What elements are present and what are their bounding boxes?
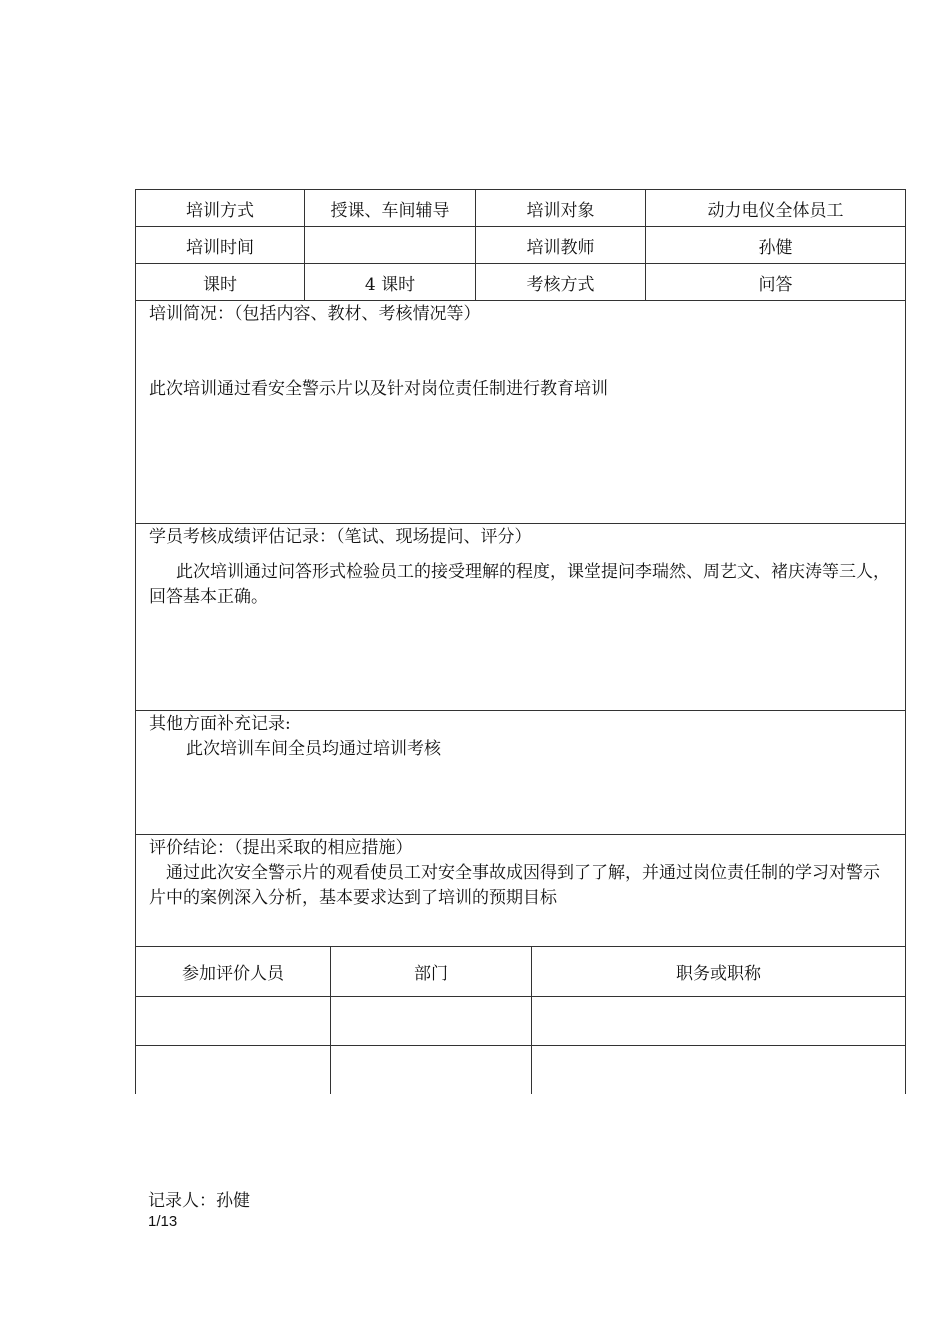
label-training-time: 培训时间 <box>136 227 305 263</box>
training-record-form <box>135 189 906 1094</box>
evaluators-col-person: 参加评价人员 <box>136 947 331 996</box>
value-training-target: 动力电仪全体员工 <box>707 200 844 221</box>
recorder-line: 记录人：孙健 <box>148 1191 250 1211</box>
value-training-method: 授课、车间辅导 <box>305 190 476 226</box>
conclusion-heading: 评价结论：（提出采取的相应措施） <box>149 838 413 858</box>
evaluators-empty-row <box>135 996 906 1045</box>
summary-heading: 培训简况：（包括内容、教材、考核情况等） <box>149 304 481 324</box>
label-assessment-method: 考核方式 <box>476 264 646 300</box>
evaluators-col-department: 部门 <box>331 947 532 996</box>
info-row-hours <box>135 263 906 300</box>
evaluator-department-cell <box>331 997 532 1045</box>
assessment-heading: 学员考核成绩评估记录：（笔试、现场提问、评分） <box>149 527 532 547</box>
label-training-target: 培训对象 <box>476 190 646 226</box>
label-trainer: 培训教师 <box>476 227 646 263</box>
label-class-hours: 课时 <box>136 264 305 300</box>
label-training-method: 培训方式 <box>136 190 305 226</box>
supplement-body: 此次培训车间全员均通过培训考核 <box>186 739 441 759</box>
page-number: 1/13 <box>148 1213 178 1230</box>
conclusion-body: 通过此次安全警示片的观看使员工对安全事故成因得到了了解，并通过岗位责任制的学习对警示片中的案例深入分析，基本要求达到了培训的预期目标 <box>149 863 880 908</box>
evaluator-title-cell <box>532 1046 905 1094</box>
training-summary-section <box>135 300 906 523</box>
conclusion-section <box>135 834 906 946</box>
evaluator-person-cell <box>136 997 331 1045</box>
value-trainer: 孙健 <box>758 237 793 258</box>
supplement-section <box>135 710 906 834</box>
evaluators-header-row <box>135 946 906 996</box>
supplement-heading: 其他方面补充记录: <box>149 714 291 734</box>
evaluators-empty-row <box>135 1045 906 1094</box>
evaluator-department-cell <box>331 1046 532 1094</box>
summary-body: 此次培训通过看安全警示片以及针对岗位责任制进行教育培训 <box>149 379 608 399</box>
value-training-time <box>305 227 476 263</box>
info-row-time <box>135 226 906 263</box>
info-row-method <box>135 189 906 226</box>
evaluator-person-cell <box>136 1046 331 1094</box>
evaluators-col-title: 职务或职称 <box>676 964 761 984</box>
evaluator-title-cell <box>532 997 905 1045</box>
assessment-section <box>135 523 906 710</box>
value-class-hours: 4 课时 <box>305 264 476 300</box>
assessment-body: 此次培训通过问答形式检验员工的接受理解的程度，课堂提问李瑞然、周艺文、褚庆涛等三人，回答基本正确。 <box>149 562 890 607</box>
value-assessment-method: 问答 <box>758 274 793 295</box>
